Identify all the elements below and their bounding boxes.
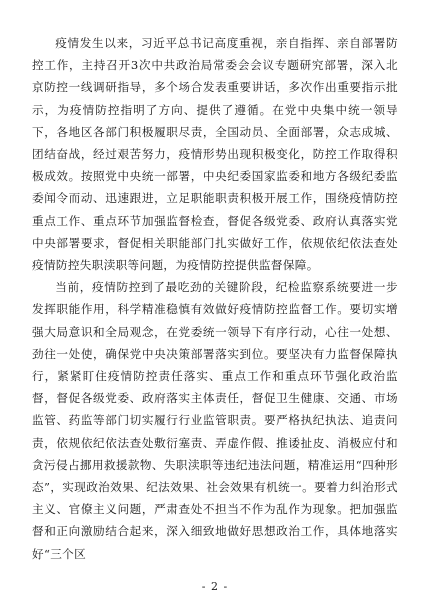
page-number: - 2 - [201, 580, 229, 593]
paragraph-1: 疫情发生以来，习近平总书记高度重视，亲自指挥、亲自部署防控工作，主持召开3次中共政治局常委会会议专题研究部署，深入北京防控一线调研指导，多个场合发表重要讲话，多次作出重要指示批示，为疫情防控指明了方向、提供了遵循。在党中央集中统一领导下，各地区各部门积极履职尽责，全国动员、全面部署，众志成城、团结奋战，经过艰苦努力，疫情形势出现积极变化，防控工作取得积极成效。按照党中央统一部署，中央纪委国家监委和地方各级纪委监委闻令而动、迅速跟进，立足职能职责积极开展工作，围绕疫情防控重点工作、重点环节加强监督检查，督促各级党委、政府认真落实党中央部署要求，督促相关职能部门扎实做好工作，依规依纪依法查处疫情防控失职渎职等问题，为疫情防控提供监督保障。 [32, 36, 398, 273]
paragraph-2: 当前，疫情防控到了最吃劲的关键阶段，纪检监察系统要进一步发挥职能作用，科学精准稳慎有效做好疫情防控监督工作。要切实增强大局意识和全局观念，在党委统一领导下有序行动，心往一处想、劲往一处使，确保党中央决策部署落实到位。要坚决有力监督保障执行，紧紧盯住疫情防控责任落实、重点工作和重点环节强化政治监督，督促各级党委、政府落实主体责任，督促卫生健康、交通、市场监管、药监等部门切实履行行业监管职责。要严格执纪执法、追责问责，依规依纪依法查处敷衍塞责、弄虚作假、推诿扯皮、消极应付和贪污侵占挪用救援款物、失职渎职等违纪违法问题，精准运用“四种形态”，实现政治效果、纪法效果、社会效果有机统一。要着力纠治形式主义、官僚主义问题，严肃查处不担当不作为乱作为现象。把加强监督和正向激励结合起来，深入细致地做好思想政治工作，具体地落实好“三个区 [32, 280, 398, 561]
document-body [32, 32, 398, 565]
